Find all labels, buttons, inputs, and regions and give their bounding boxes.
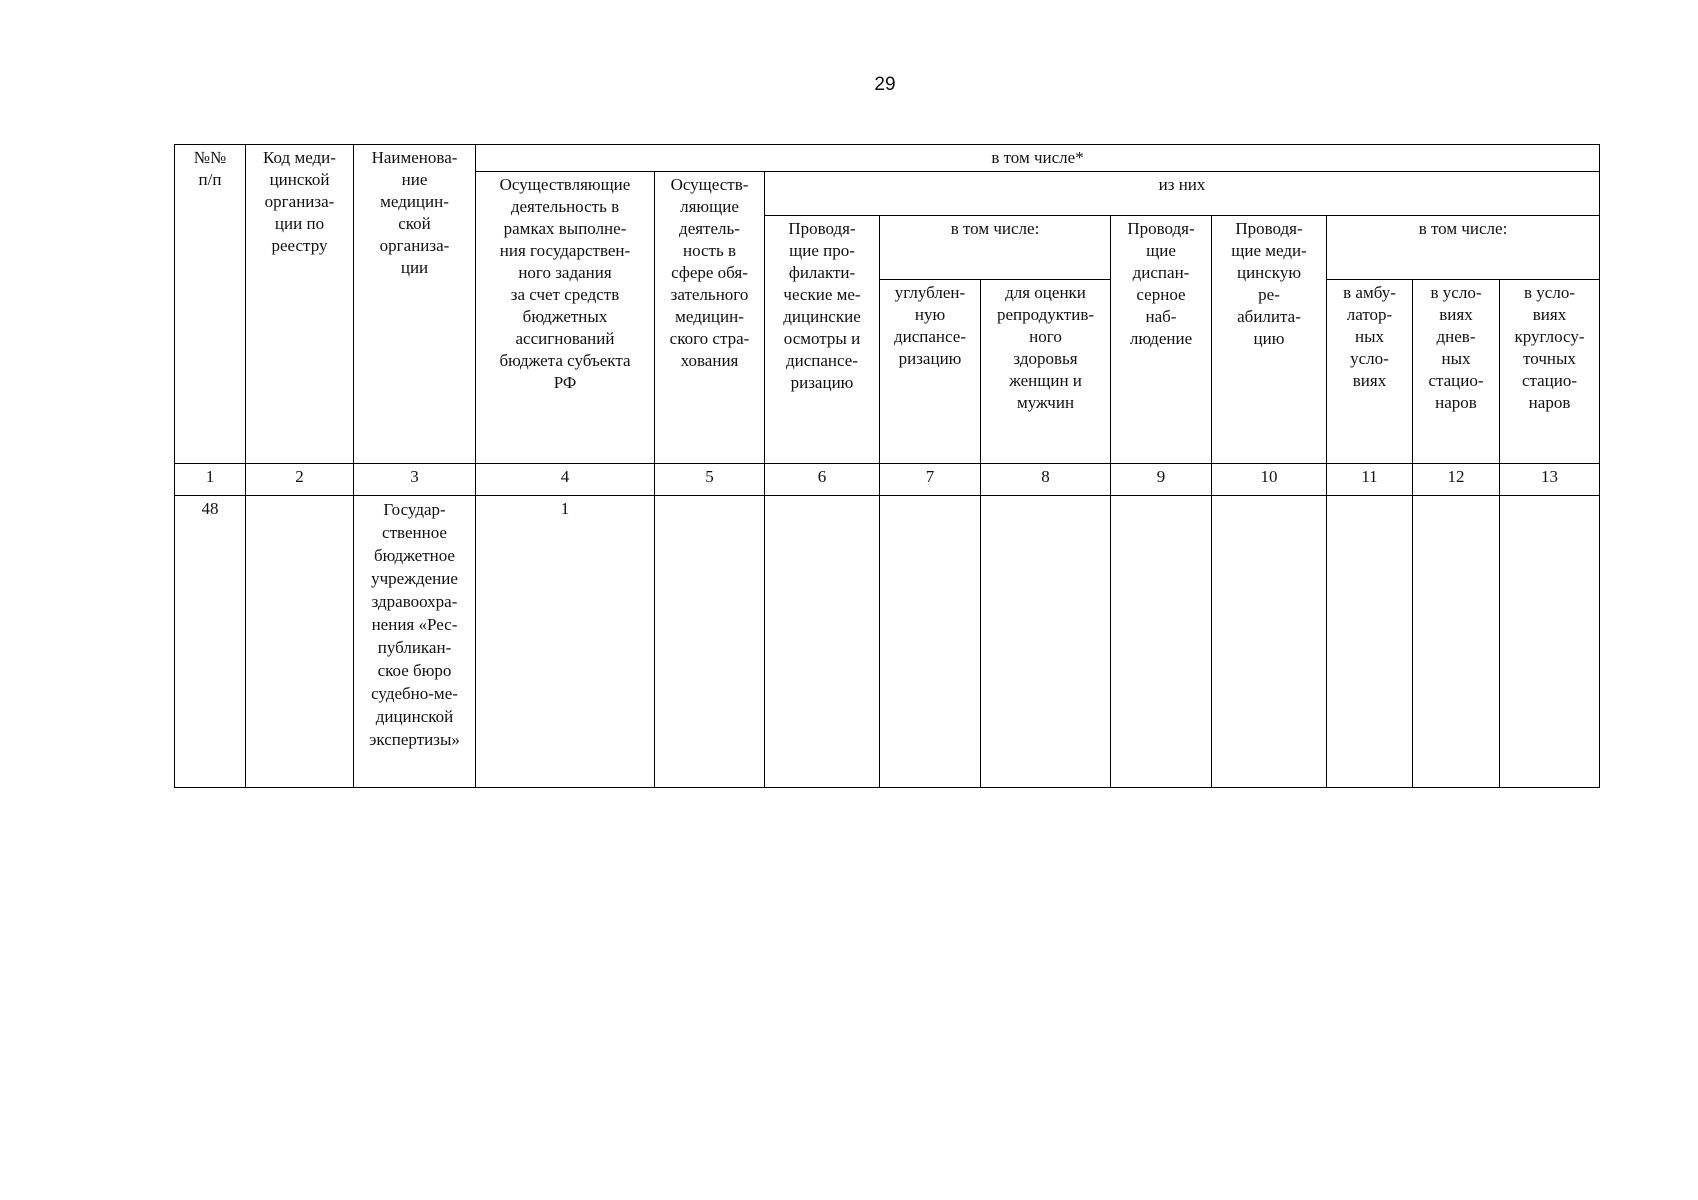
column-number-8: 8 (981, 464, 1111, 496)
header-name: Наименова- ние медицин- ской организа- ции (354, 145, 476, 464)
organizations-table (174, 144, 1600, 788)
column-number-13: 13 (1500, 464, 1600, 496)
column-number-12: 12 (1413, 464, 1500, 496)
row-dispensary-observation (1111, 496, 1212, 788)
header-preventive-exams: Проводя- щие про- филакти- ческие ме- дицинские осмотры и диспансе- ризацию (765, 216, 880, 464)
row-state-task: 1 (476, 496, 655, 788)
header-oms: Осуществ- ляющие деятель- ность в сфере обя- зательного медицин- ского стра- хования (655, 172, 765, 464)
header-deep-dispensarization: углублен- ную диспансе- ризацию (880, 280, 981, 464)
row-deep-dispensarization (880, 496, 981, 788)
page-number: 29 (874, 74, 896, 95)
column-number-2: 2 (246, 464, 354, 496)
header-state-task: Осуществляющие деятельность в рамках выполне- ния государствен- ного задания за счет средств бюджетных ассигнований бюджета субъекта РФ (476, 172, 655, 464)
row-oms (655, 496, 765, 788)
row-number: 48 (175, 496, 246, 788)
header-ambulatory: в амбу- латор- ных усло- виях (1327, 280, 1413, 464)
header-day-hospital: в усло- виях днев- ных стацио- наров (1413, 280, 1500, 464)
column-number-4: 4 (476, 464, 655, 496)
column-number-7: 7 (880, 464, 981, 496)
header-of-them: из них (765, 172, 1600, 216)
column-number-11: 11 (1327, 464, 1413, 496)
row-registry-code (246, 496, 354, 788)
row-reproductive-health (981, 496, 1111, 788)
header-round-clock-hospital: в усло- виях круглосу- точных стацио- наров (1500, 280, 1600, 464)
row-day-hospital (1413, 496, 1500, 788)
header-reproductive-health: для оценки репродуктив- ного здоровья женщин и мужчин (981, 280, 1111, 464)
row-rehabilitation (1212, 496, 1327, 788)
column-number-5: 5 (655, 464, 765, 496)
row-organization-name: Государ- ственное бюджетное учреждение здравоохра- нения «Рес- публикан- ское бюро судебно-ме- дицинской экспертизы» (354, 496, 476, 788)
column-number-6: 6 (765, 464, 880, 496)
row-round-clock-hospital (1500, 496, 1600, 788)
row-ambulatory (1327, 496, 1413, 788)
header-including: в том числе* (476, 145, 1600, 172)
table-row (175, 496, 1600, 788)
column-number-10: 10 (1212, 464, 1327, 496)
header-including-exams: в том числе: (880, 216, 1111, 280)
column-number-9: 9 (1111, 464, 1212, 496)
header-dispensary-observation: Проводя- щие диспан- серное наб- людение (1111, 216, 1212, 464)
column-number-3: 3 (354, 464, 476, 496)
header-including-rehab: в том числе: (1327, 216, 1600, 280)
column-number-1: 1 (175, 464, 246, 496)
row-preventive-exams (765, 496, 880, 788)
header-code: Код меди- цинской организа- ции по реестру (246, 145, 354, 464)
header-rehabilitation: Проводя- щие меди- цинскую ре- абилита- цию (1212, 216, 1327, 464)
header-number: №№ п/п (175, 145, 246, 464)
